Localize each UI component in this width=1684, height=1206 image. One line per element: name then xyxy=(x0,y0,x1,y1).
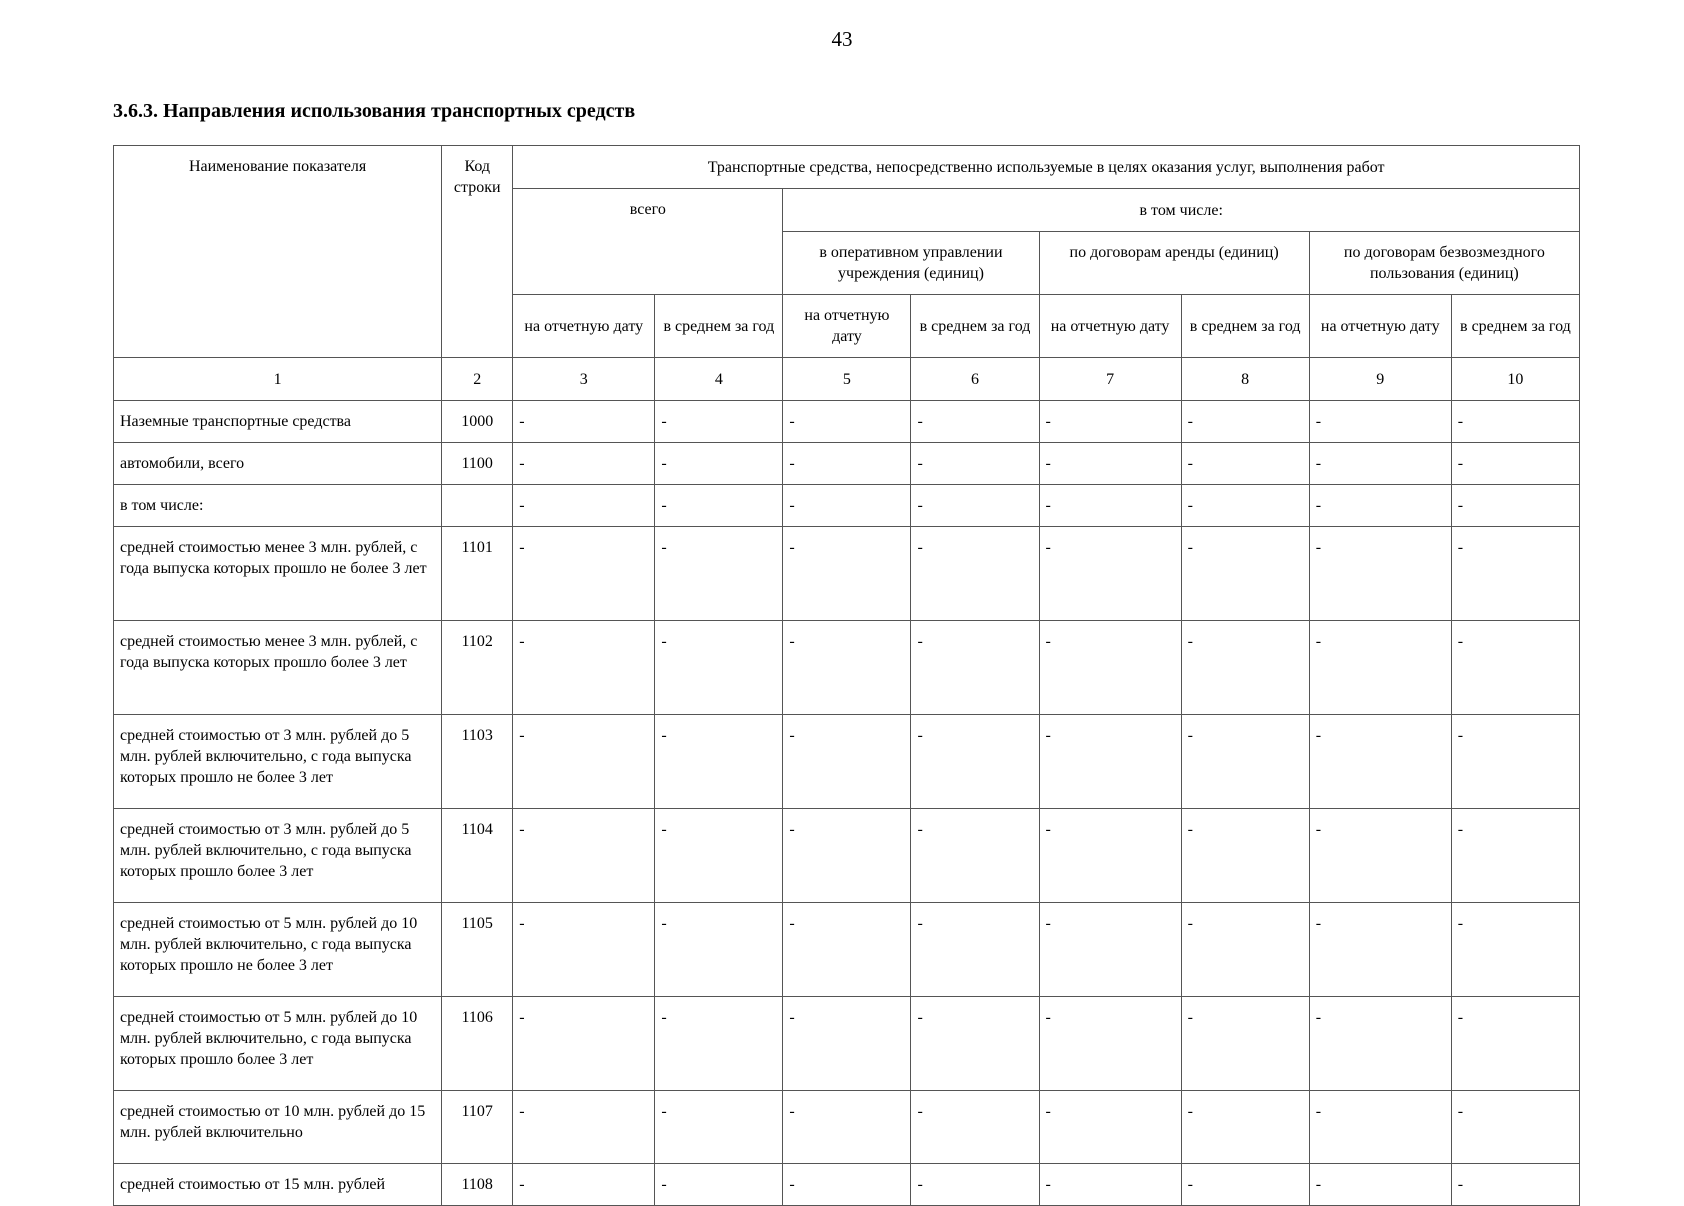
column-number: 6 xyxy=(911,358,1039,401)
row-value: - xyxy=(783,443,911,485)
row-value: - xyxy=(1181,527,1309,621)
row-value: - xyxy=(513,903,655,997)
row-value: - xyxy=(783,997,911,1091)
row-value: - xyxy=(1309,1164,1451,1206)
row-value: - xyxy=(1309,997,1451,1091)
row-value: - xyxy=(513,1164,655,1206)
table-body xyxy=(114,401,1580,1206)
row-value: - xyxy=(1309,715,1451,809)
column-number: 4 xyxy=(655,358,783,401)
row-value: - xyxy=(783,485,911,527)
page-number: 43 xyxy=(831,27,853,51)
row-code: 1000 xyxy=(442,401,513,443)
row-value: - xyxy=(655,1164,783,1206)
row-value: - xyxy=(1039,715,1181,809)
column-number: 10 xyxy=(1451,358,1579,401)
row-value: - xyxy=(911,1091,1039,1164)
row-value: - xyxy=(1181,997,1309,1091)
row-value: - xyxy=(1181,715,1309,809)
row-value: - xyxy=(1309,443,1451,485)
header-including: в том числе: xyxy=(783,189,1580,232)
row-code: 1106 xyxy=(442,997,513,1091)
header-lease: по договорам аренды (единиц) xyxy=(1039,232,1309,295)
row-value: - xyxy=(911,809,1039,903)
section-title: 3.6.3. Направления использования транспортных средств xyxy=(113,100,636,122)
row-code: 1100 xyxy=(442,443,513,485)
row-value: - xyxy=(911,715,1039,809)
row-value: - xyxy=(911,527,1039,621)
row-value: - xyxy=(911,1164,1039,1206)
row-name: автомобили, всего xyxy=(114,443,442,485)
row-code: 1104 xyxy=(442,809,513,903)
row-value: - xyxy=(1181,401,1309,443)
transport-usage-table xyxy=(113,145,1580,1206)
row-value: - xyxy=(1451,1091,1579,1164)
row-name: средней стоимостью от 3 млн. рублей до 5 млн. рублей включительно, с года выпуска которых прошло не более 3 лет xyxy=(114,715,442,809)
row-value: - xyxy=(655,443,783,485)
row-value: - xyxy=(1039,809,1181,903)
row-value: - xyxy=(655,1091,783,1164)
header-avg-year: в среднем за год xyxy=(1181,295,1309,358)
row-value: - xyxy=(513,401,655,443)
row-value: - xyxy=(1181,443,1309,485)
table-row xyxy=(114,527,1580,621)
row-value: - xyxy=(1039,621,1181,715)
row-value: - xyxy=(1451,715,1579,809)
row-value: - xyxy=(655,401,783,443)
row-value: - xyxy=(783,621,911,715)
row-value: - xyxy=(1451,1164,1579,1206)
table-row xyxy=(114,1091,1580,1164)
row-code: 1108 xyxy=(442,1164,513,1206)
row-value: - xyxy=(655,997,783,1091)
row-value: - xyxy=(1181,485,1309,527)
row-value: - xyxy=(1309,903,1451,997)
row-value: - xyxy=(1309,401,1451,443)
column-number: 7 xyxy=(1039,358,1181,401)
row-value: - xyxy=(911,485,1039,527)
header-avg-year: в среднем за год xyxy=(655,295,783,358)
column-number: 9 xyxy=(1309,358,1451,401)
row-value: - xyxy=(1039,485,1181,527)
row-value: - xyxy=(1451,809,1579,903)
row-name: в том числе: xyxy=(114,485,442,527)
row-code: 1105 xyxy=(442,903,513,997)
header-name: Наименование показателя xyxy=(114,146,442,358)
table-row xyxy=(114,903,1580,997)
header-on-date: на отчетную дату xyxy=(1309,295,1451,358)
header-on-date: на отчетную дату xyxy=(783,295,911,358)
row-name: средней стоимостью менее 3 млн. рублей, с года выпуска которых прошло не более 3 лет xyxy=(114,527,442,621)
header-code: Код строки xyxy=(442,146,513,358)
row-code: 1103 xyxy=(442,715,513,809)
row-value: - xyxy=(655,903,783,997)
row-value: - xyxy=(1039,443,1181,485)
table-row xyxy=(114,485,1580,527)
row-value: - xyxy=(783,401,911,443)
row-value: - xyxy=(655,715,783,809)
row-value: - xyxy=(513,809,655,903)
row-value: - xyxy=(1309,809,1451,903)
row-value: - xyxy=(655,621,783,715)
row-value: - xyxy=(1039,401,1181,443)
row-value: - xyxy=(513,1091,655,1164)
row-value: - xyxy=(911,443,1039,485)
row-code xyxy=(442,485,513,527)
row-name: средней стоимостью от 3 млн. рублей до 5 млн. рублей включительно, с года выпуска которых прошло более 3 лет xyxy=(114,809,442,903)
table-row xyxy=(114,715,1580,809)
row-value: - xyxy=(911,621,1039,715)
row-value: - xyxy=(911,997,1039,1091)
table-row xyxy=(114,621,1580,715)
column-number: 5 xyxy=(783,358,911,401)
row-value: - xyxy=(655,485,783,527)
table-row xyxy=(114,1164,1580,1206)
header-total: всего xyxy=(513,189,783,295)
row-value: - xyxy=(1309,485,1451,527)
row-name: средней стоимостью от 5 млн. рублей до 10 млн. рублей включительно, с года выпуска которых прошло не более 3 лет xyxy=(114,903,442,997)
row-value: - xyxy=(1039,1164,1181,1206)
table-row xyxy=(114,809,1580,903)
row-value: - xyxy=(783,527,911,621)
row-value: - xyxy=(783,903,911,997)
table-row xyxy=(114,997,1580,1091)
column-number: 1 xyxy=(114,358,442,401)
row-value: - xyxy=(513,527,655,621)
row-code: 1101 xyxy=(442,527,513,621)
row-value: - xyxy=(1451,997,1579,1091)
row-value: - xyxy=(1309,621,1451,715)
row-value: - xyxy=(1181,809,1309,903)
row-name: средней стоимостью от 5 млн. рублей до 10 млн. рублей включительно, с года выпуска которых прошло более 3 лет xyxy=(114,997,442,1091)
row-value: - xyxy=(1309,527,1451,621)
row-value: - xyxy=(1039,997,1181,1091)
header-on-date: на отчетную дату xyxy=(513,295,655,358)
row-value: - xyxy=(783,809,911,903)
row-value: - xyxy=(1451,903,1579,997)
row-value: - xyxy=(1451,527,1579,621)
row-code: 1102 xyxy=(442,621,513,715)
row-value: - xyxy=(1181,621,1309,715)
row-value: - xyxy=(513,997,655,1091)
column-number-row xyxy=(114,358,1580,401)
row-value: - xyxy=(1039,527,1181,621)
row-value: - xyxy=(1039,1091,1181,1164)
row-value: - xyxy=(1039,903,1181,997)
row-value: - xyxy=(513,715,655,809)
row-value: - xyxy=(513,485,655,527)
row-value: - xyxy=(1451,443,1579,485)
row-value: - xyxy=(655,527,783,621)
header-free-use: по договорам безвозмездного пользования (единиц) xyxy=(1309,232,1579,295)
row-value: - xyxy=(1181,1091,1309,1164)
header-transport: Транспортные средства, непосредственно используемые в целях оказания услуг, выполнения работ xyxy=(513,146,1580,189)
header-avg-year: в среднем за год xyxy=(911,295,1039,358)
row-value: - xyxy=(513,621,655,715)
row-value: - xyxy=(783,1091,911,1164)
row-value: - xyxy=(513,443,655,485)
row-value: - xyxy=(1309,1091,1451,1164)
row-value: - xyxy=(911,903,1039,997)
column-number: 8 xyxy=(1181,358,1309,401)
column-number: 3 xyxy=(513,358,655,401)
table-row xyxy=(114,443,1580,485)
row-value: - xyxy=(783,715,911,809)
row-name: средней стоимостью менее 3 млн. рублей, с года выпуска которых прошло более 3 лет xyxy=(114,621,442,715)
row-name: Наземные транспортные средства xyxy=(114,401,442,443)
row-name: средней стоимостью от 10 млн. рублей до 15 млн. рублей включительно xyxy=(114,1091,442,1164)
row-value: - xyxy=(1451,485,1579,527)
header-on-date: на отчетную дату xyxy=(1039,295,1181,358)
row-code: 1107 xyxy=(442,1091,513,1164)
table-row xyxy=(114,401,1580,443)
header-operative: в оперативном управлении учреждения (единиц) xyxy=(783,232,1039,295)
row-name: средней стоимостью от 15 млн. рублей xyxy=(114,1164,442,1206)
header-avg-year: в среднем за год xyxy=(1451,295,1579,358)
row-value: - xyxy=(655,809,783,903)
row-value: - xyxy=(1181,903,1309,997)
row-value: - xyxy=(1451,621,1579,715)
row-value: - xyxy=(1181,1164,1309,1206)
row-value: - xyxy=(1451,401,1579,443)
column-number: 2 xyxy=(442,358,513,401)
row-value: - xyxy=(783,1164,911,1206)
row-value: - xyxy=(911,401,1039,443)
